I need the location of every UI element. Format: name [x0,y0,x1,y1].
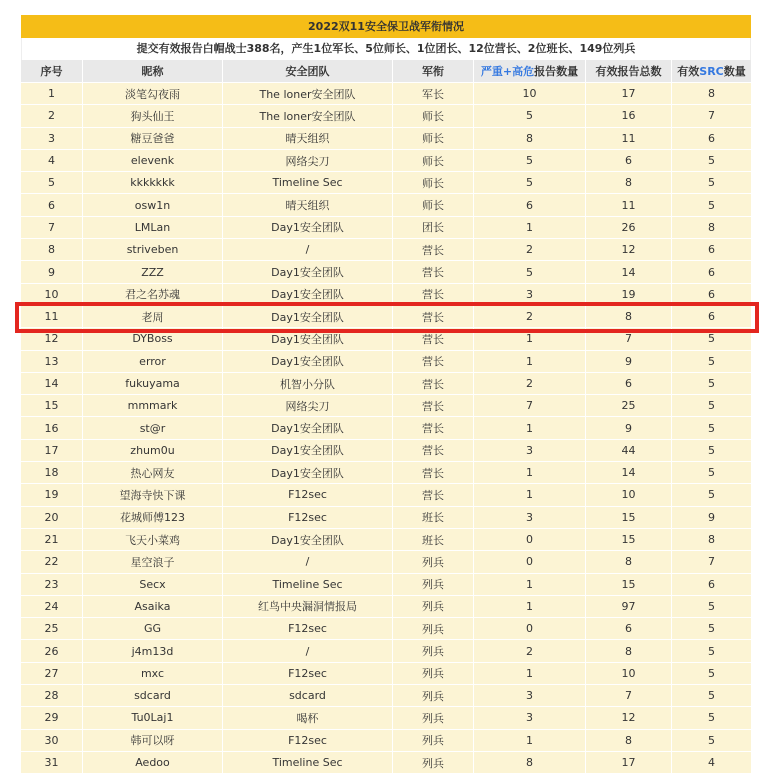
cell-severe-high: 1 [474,417,586,439]
cell-team: Day1安全团队 [223,440,393,462]
table-row [21,507,751,529]
cell-severe-high: 5 [474,150,586,172]
header-cell-valid-total: 有效报告总数 [586,60,672,83]
cell-team: 网络尖刀 [223,150,393,172]
cell-rank: 列兵 [393,663,474,685]
table-row [21,551,751,573]
cell-nickname: LMLan [83,217,223,239]
cell-index: 9 [21,261,83,283]
cell-rank: 列兵 [393,752,474,774]
cell-valid-src: 6 [672,574,751,596]
cell-nickname: 望海寺快下课 [83,484,223,506]
cell-rank: 列兵 [393,574,474,596]
cell-nickname: 花城师傅123 [83,507,223,529]
cell-valid-total: 7 [586,685,672,707]
header-cell-rank: 军衔 [393,60,474,83]
header-cell-valid-src [672,60,751,83]
table-row [21,128,751,150]
cell-index: 28 [21,685,83,707]
cell-team: 机智小分队 [223,373,393,395]
cell-rank: 列兵 [393,707,474,729]
cell-severe-high: 5 [474,105,586,127]
table-row [21,440,751,462]
cell-valid-total: 7 [586,328,672,350]
cell-severe-high: 2 [474,373,586,395]
cell-valid-total: 6 [586,618,672,640]
cell-team: 晴天组织 [223,194,393,216]
cell-team: Day1安全团队 [223,462,393,484]
rank-board [21,15,751,774]
cell-rank: 营长 [393,351,474,373]
cell-index: 20 [21,507,83,529]
cell-team: 晴天组织 [223,128,393,150]
table-row [21,752,751,774]
cell-valid-total: 6 [586,150,672,172]
cell-valid-src: 8 [672,529,751,551]
cell-valid-src: 6 [672,261,751,283]
cell-rank: 军长 [393,83,474,105]
cell-severe-high: 5 [474,261,586,283]
cell-valid-total: 15 [586,507,672,529]
cell-valid-src: 5 [672,685,751,707]
cell-severe-high: 1 [474,730,586,752]
page-title: 2022双11安全保卫战军衔情况 [21,15,751,38]
cell-rank: 师长 [393,194,474,216]
cell-rank: 营长 [393,417,474,439]
cell-valid-src: 5 [672,328,751,350]
cell-rank: 班长 [393,529,474,551]
cell-valid-src: 5 [672,596,751,618]
cell-severe-high: 7 [474,395,586,417]
cell-valid-src: 6 [672,239,751,261]
cell-nickname: 淡笔勾夜雨 [83,83,223,105]
cell-valid-src: 6 [672,128,751,150]
table-row [21,707,751,729]
cell-index: 11 [21,306,83,328]
cell-nickname: st@r [83,417,223,439]
cell-valid-src: 8 [672,83,751,105]
header-valid-src-pre: 有效 [677,65,700,78]
cell-nickname: 老周 [83,306,223,328]
cell-nickname: 君之名苏魂 [83,284,223,306]
cell-nickname: mmmark [83,395,223,417]
cell-rank: 营长 [393,239,474,261]
header-cell-nickname: 昵称 [83,60,223,83]
cell-valid-total: 97 [586,596,672,618]
cell-valid-src: 5 [672,351,751,373]
cell-valid-total: 8 [586,172,672,194]
cell-valid-total: 44 [586,440,672,462]
table-row [21,596,751,618]
cell-index: 30 [21,730,83,752]
cell-nickname: sdcard [83,685,223,707]
cell-team: Day1安全团队 [223,529,393,551]
cell-valid-src: 6 [672,306,751,328]
cell-severe-high: 6 [474,194,586,216]
cell-valid-src: 5 [672,640,751,662]
cell-team: 网络尖刀 [223,395,393,417]
cell-team: Day1安全团队 [223,351,393,373]
cell-index: 14 [21,373,83,395]
table-row [21,373,751,395]
header-severe-high-accent: 严重+高危 [480,65,535,78]
cell-index: 18 [21,462,83,484]
cell-valid-total: 14 [586,462,672,484]
cell-index: 31 [21,752,83,774]
cell-rank: 营长 [393,484,474,506]
cell-valid-src: 4 [672,752,751,774]
cell-rank: 列兵 [393,551,474,573]
cell-valid-total: 14 [586,261,672,283]
cell-valid-total: 9 [586,351,672,373]
cell-valid-src: 5 [672,395,751,417]
cell-severe-high: 2 [474,306,586,328]
cell-index: 2 [21,105,83,127]
header-valid-src-accent: SRC [699,64,724,78]
table-row [21,663,751,685]
cell-valid-src: 5 [672,618,751,640]
cell-index: 12 [21,328,83,350]
table-row-highlighted [21,306,751,328]
cell-severe-high: 8 [474,752,586,774]
cell-valid-total: 8 [586,730,672,752]
cell-team: 喝杯 [223,707,393,729]
cell-team: F12sec [223,730,393,752]
cell-severe-high: 8 [474,128,586,150]
table-row [21,417,751,439]
cell-rank: 列兵 [393,640,474,662]
cell-nickname: ZZZ [83,261,223,283]
cell-team: Day1安全团队 [223,261,393,283]
header-cell-index: 序号 [21,60,83,83]
header-valid-src-post: 数量 [723,65,746,78]
cell-team: F12sec [223,663,393,685]
cell-valid-total: 25 [586,395,672,417]
cell-severe-high: 0 [474,618,586,640]
cell-severe-high: 1 [474,462,586,484]
cell-index: 8 [21,239,83,261]
table-row [21,618,751,640]
cell-severe-high: 5 [474,172,586,194]
cell-valid-src: 6 [672,284,751,306]
cell-rank: 营长 [393,440,474,462]
cell-team: Day1安全团队 [223,306,393,328]
cell-valid-total: 11 [586,128,672,150]
table-row [21,462,751,484]
cell-severe-high: 3 [474,284,586,306]
cell-nickname: zhum0u [83,440,223,462]
cell-severe-high: 1 [474,217,586,239]
cell-rank: 列兵 [393,730,474,752]
cell-nickname: 星空浪子 [83,551,223,573]
cell-index: 7 [21,217,83,239]
cell-index: 13 [21,351,83,373]
cell-index: 15 [21,395,83,417]
table-row [21,172,751,194]
cell-valid-total: 15 [586,529,672,551]
cell-index: 19 [21,484,83,506]
cell-index: 23 [21,574,83,596]
cell-valid-src: 5 [672,462,751,484]
cell-valid-src: 7 [672,551,751,573]
cell-nickname: 糖豆爸爸 [83,128,223,150]
cell-nickname: elevenk [83,150,223,172]
cell-index: 6 [21,194,83,216]
cell-nickname: error [83,351,223,373]
cell-severe-high: 3 [474,707,586,729]
cell-valid-total: 17 [586,83,672,105]
cell-nickname: 狗头仙王 [83,105,223,127]
cell-rank: 师长 [393,150,474,172]
table-row [21,261,751,283]
cell-nickname: 飞天小菜鸡 [83,529,223,551]
cell-valid-total: 26 [586,217,672,239]
cell-team: / [223,640,393,662]
cell-nickname: Asaika [83,596,223,618]
cell-nickname: striveben [83,239,223,261]
cell-severe-high: 1 [474,351,586,373]
cell-rank: 营长 [393,261,474,283]
cell-severe-high: 1 [474,596,586,618]
cell-team: Timeline Sec [223,752,393,774]
cell-valid-total: 6 [586,373,672,395]
cell-severe-high: 1 [474,574,586,596]
table-row [21,83,751,105]
cell-valid-total: 11 [586,194,672,216]
cell-index: 4 [21,150,83,172]
cell-valid-total: 15 [586,574,672,596]
cell-index: 5 [21,172,83,194]
cell-valid-total: 12 [586,239,672,261]
cell-team: / [223,551,393,573]
cell-nickname: 韩可以呀 [83,730,223,752]
header-severe-high-rest: 报告数量 [534,65,579,78]
cell-valid-total: 12 [586,707,672,729]
cell-valid-src: 9 [672,507,751,529]
cell-nickname: osw1n [83,194,223,216]
cell-index: 29 [21,707,83,729]
cell-nickname: 热心网友 [83,462,223,484]
cell-team: The loner安全团队 [223,105,393,127]
cell-valid-src: 5 [672,440,751,462]
cell-index: 3 [21,128,83,150]
cell-valid-total: 8 [586,551,672,573]
cell-nickname: Aedoo [83,752,223,774]
cell-team: / [223,239,393,261]
cell-nickname: Tu0Laj1 [83,707,223,729]
cell-valid-total: 17 [586,752,672,774]
cell-rank: 列兵 [393,596,474,618]
header-cell-severe-high [474,60,586,83]
cell-rank: 营长 [393,306,474,328]
cell-nickname: DYBoss [83,328,223,350]
cell-index: 27 [21,663,83,685]
cell-valid-src: 5 [672,663,751,685]
cell-team: Timeline Sec [223,172,393,194]
cell-valid-src: 5 [672,417,751,439]
cell-severe-high: 1 [474,484,586,506]
cell-team: F12sec [223,507,393,529]
cell-valid-src: 5 [672,172,751,194]
cell-severe-high: 0 [474,529,586,551]
cell-rank: 营长 [393,284,474,306]
cell-valid-total: 16 [586,105,672,127]
table-row [21,484,751,506]
cell-rank: 团长 [393,217,474,239]
cell-team: Day1安全团队 [223,328,393,350]
cell-nickname: GG [83,618,223,640]
cell-index: 16 [21,417,83,439]
cell-severe-high: 1 [474,328,586,350]
cell-index: 25 [21,618,83,640]
cell-nickname: j4m13d [83,640,223,662]
table-row [21,730,751,752]
cell-severe-high: 0 [474,551,586,573]
table-row [21,395,751,417]
table-row [21,685,751,707]
cell-severe-high: 1 [474,663,586,685]
table-row [21,105,751,127]
cell-team: Day1安全团队 [223,417,393,439]
cell-nickname: fukuyama [83,373,223,395]
cell-index: 26 [21,640,83,662]
cell-rank: 列兵 [393,685,474,707]
cell-rank: 师长 [393,105,474,127]
cell-valid-src: 5 [672,194,751,216]
cell-severe-high: 2 [474,640,586,662]
cell-rank: 列兵 [393,618,474,640]
table-body [21,83,751,774]
cell-valid-src: 5 [672,707,751,729]
cell-team: sdcard [223,685,393,707]
table-row [21,351,751,373]
cell-team: F12sec [223,618,393,640]
cell-index: 10 [21,284,83,306]
cell-index: 1 [21,83,83,105]
table-row [21,239,751,261]
table-row [21,217,751,239]
table-row [21,529,751,551]
cell-nickname: mxc [83,663,223,685]
cell-nickname: Secx [83,574,223,596]
cell-rank: 营长 [393,395,474,417]
cell-team: Day1安全团队 [223,217,393,239]
cell-severe-high: 3 [474,685,586,707]
table-row [21,640,751,662]
cell-valid-src: 5 [672,730,751,752]
cell-valid-total: 8 [586,306,672,328]
summary-subtitle: 提交有效报告白帽战士388名，产生1位军长、5位师长、1位团长、12位营长、2位班长、149位列兵 [21,38,751,60]
cell-team: The loner安全团队 [223,83,393,105]
cell-nickname: kkkkkkk [83,172,223,194]
cell-rank: 班长 [393,507,474,529]
cell-valid-src: 8 [672,217,751,239]
cell-rank: 营长 [393,328,474,350]
header-cell-team: 安全团队 [223,60,393,83]
cell-index: 17 [21,440,83,462]
cell-severe-high: 3 [474,440,586,462]
table-row [21,194,751,216]
cell-valid-src: 5 [672,484,751,506]
cell-valid-src: 5 [672,373,751,395]
table-row [21,284,751,306]
cell-valid-total: 10 [586,663,672,685]
table-row [21,328,751,350]
cell-valid-src: 7 [672,105,751,127]
cell-rank: 营长 [393,373,474,395]
cell-valid-total: 8 [586,640,672,662]
table-row [21,574,751,596]
cell-team: Timeline Sec [223,574,393,596]
cell-valid-total: 10 [586,484,672,506]
cell-rank: 师长 [393,172,474,194]
cell-valid-total: 9 [586,417,672,439]
cell-team: F12sec [223,484,393,506]
cell-index: 21 [21,529,83,551]
cell-team: Day1安全团队 [223,284,393,306]
table-header [21,60,751,83]
cell-team: 红鸟中央漏洞情报局 [223,596,393,618]
cell-index: 22 [21,551,83,573]
cell-rank: 师长 [393,128,474,150]
cell-valid-total: 19 [586,284,672,306]
table-row [21,150,751,172]
cell-index: 24 [21,596,83,618]
cell-severe-high: 10 [474,83,586,105]
cell-valid-src: 5 [672,150,751,172]
cell-rank: 营长 [393,462,474,484]
cell-severe-high: 2 [474,239,586,261]
cell-severe-high: 3 [474,507,586,529]
